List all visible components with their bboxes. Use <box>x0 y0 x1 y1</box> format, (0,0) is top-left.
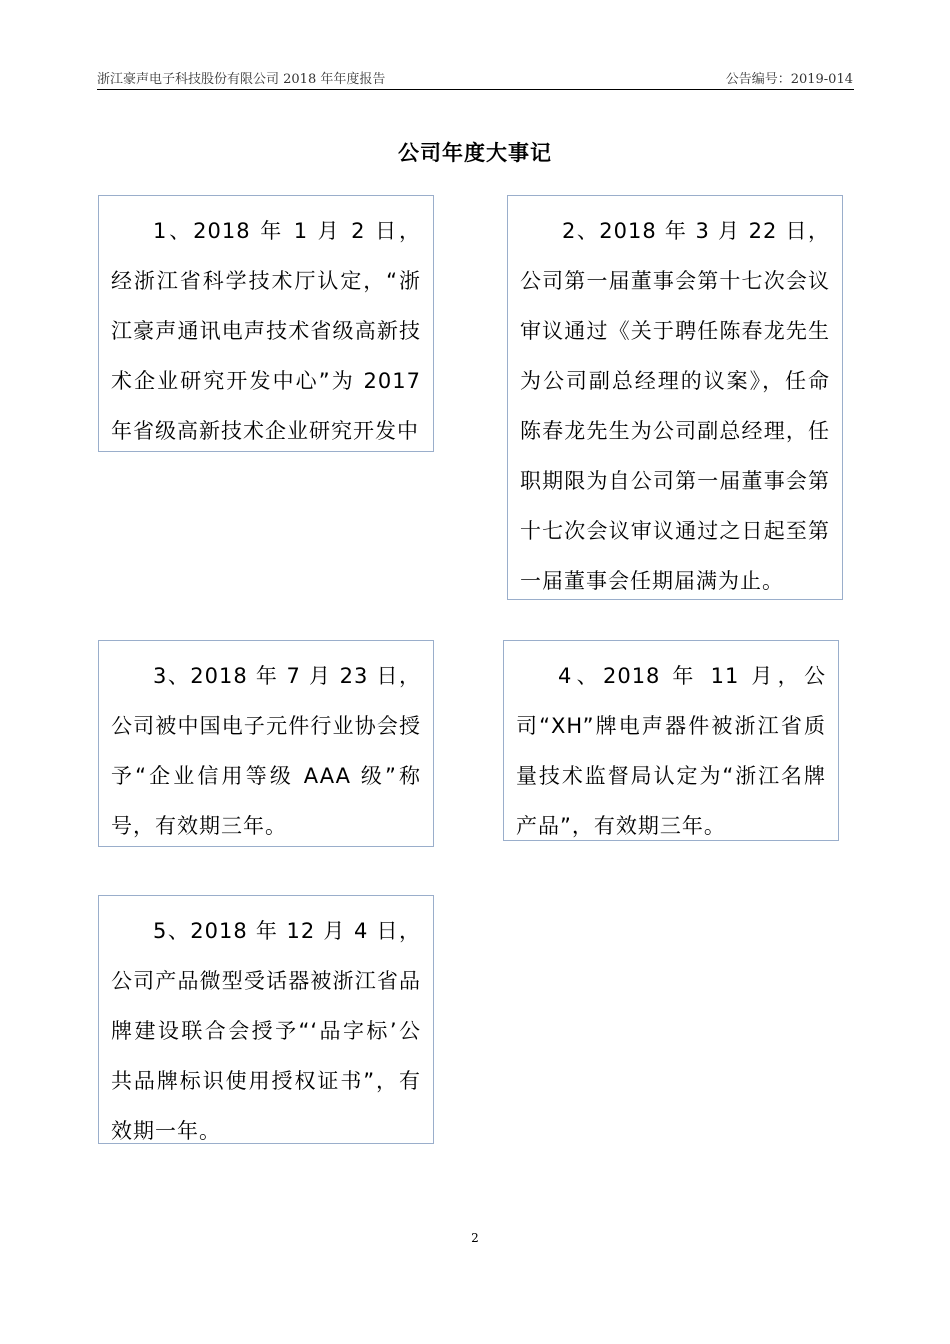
page-title: 公司年度大事记 <box>398 141 552 165</box>
event-box-5 <box>98 895 434 1144</box>
report-header-title: 浙江豪声电子科技股份有限公司 2018 年年度报告 <box>97 72 386 87</box>
event-text-2: 2、2018 年 3 月 22 日，公司第一届董事会第十七次会议审议通过《关于聘任陈春龙先生为公司副总经理的议案》，任命陈春龙先生为公司副总经理，任职期限为自公司第一届董事会第十七次会议审议通过之日起至第一届董事会任期届满为止。 <box>520 219 830 593</box>
event-box-3 <box>98 640 434 847</box>
event-box-4 <box>503 640 839 841</box>
event-text-3: 3、2018 年 7 月 23 日，公司被中国电子元件行业协会授予“企业信用等级 AAA 级”称号，有效期三年。 <box>111 664 421 838</box>
event-text-5: 5、2018 年 12 月 4 日，公司产品微型受话器被浙江省品牌建设联合会授予“‘品字标’公共品牌标识使用授权证书”，有效期一年。 <box>111 919 421 1143</box>
event-text-1: 1、2018 年 1 月 2 日，经浙江省科学技术厅认定，“浙江豪声通讯电声技术省级高新技术企业研究开发中心”为 2017 年省级高新技术企业研究开发中 <box>111 219 421 443</box>
announcement-number: 公告编号：2019-014 <box>725 72 853 87</box>
event-box-2 <box>507 195 843 600</box>
header-divider <box>97 89 854 90</box>
event-text-4: 4、2018 年 11 月，公司“XH”牌电声器件被浙江省质量技术监督局认定为“浙江名牌产品”，有效期三年。 <box>516 664 826 838</box>
event-box-1 <box>98 195 434 452</box>
page-number: 2 <box>471 1231 479 1245</box>
